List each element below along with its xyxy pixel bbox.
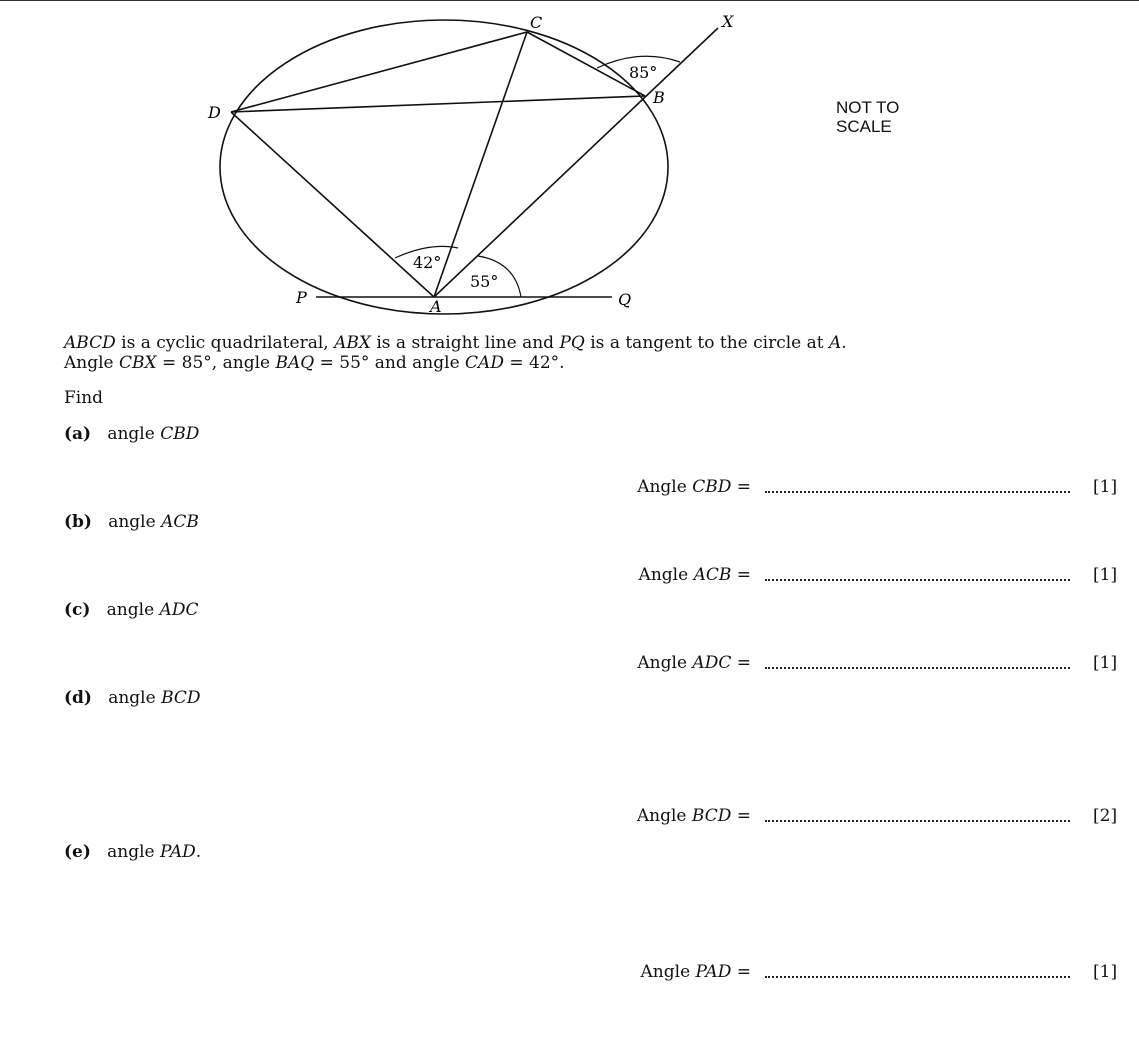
part-e-answer-row	[0, 962, 1139, 984]
answer-line[interactable]	[765, 491, 1070, 493]
prompt-var: BCD	[161, 688, 201, 708]
part-c-answer-row	[0, 653, 1139, 675]
stem-text: is a tangent to the circle at	[584, 333, 829, 353]
prompt-text: angle	[107, 842, 160, 862]
part-e-prompt	[64, 842, 201, 862]
point-label-b: B	[653, 88, 665, 107]
stem-var: ABCD	[64, 333, 116, 353]
answer-text: Angle	[638, 565, 694, 585]
answer-label	[641, 962, 751, 982]
answer-line[interactable]	[765, 579, 1070, 581]
prompt-var: ADC	[159, 600, 199, 620]
marks: [1]	[1093, 477, 1118, 497]
marks: [1]	[1093, 962, 1118, 982]
chord-db	[231, 96, 645, 112]
answer-text: =	[731, 962, 751, 982]
answer-text: Angle	[637, 477, 693, 497]
answer-text: =	[731, 477, 751, 497]
line-abx	[434, 28, 718, 297]
stem-text: Angle	[64, 353, 120, 373]
prompt-text: .	[195, 842, 202, 862]
answer-text: =	[731, 653, 751, 673]
part-d-prompt	[64, 688, 201, 708]
answer-var: ADC	[692, 653, 732, 673]
chord-ac	[434, 32, 527, 297]
answer-text: =	[731, 565, 751, 585]
stem-var: CBX	[119, 353, 157, 373]
answer-label	[637, 477, 751, 497]
cyclic-quadrilateral-diagram	[0, 0, 1139, 320]
answer-label	[637, 806, 751, 826]
not-to-scale-line1: NOT TO	[836, 98, 900, 117]
answer-var: CBD	[692, 477, 732, 497]
marks: [2]	[1093, 806, 1118, 826]
answer-text: Angle	[640, 962, 696, 982]
point-label-p: P	[296, 288, 307, 307]
stem-text: .	[841, 333, 847, 353]
not-to-scale-note	[836, 98, 899, 136]
point-label-q: Q	[618, 290, 632, 309]
stem-var: PQ	[559, 333, 585, 353]
stem-text: = 55° and angle	[314, 353, 466, 373]
prompt-text: angle	[108, 512, 162, 532]
prompt-var: PAD	[160, 842, 196, 862]
part-d-answer-row	[0, 806, 1139, 828]
stem-var: A	[829, 333, 842, 353]
prompt-text: angle	[108, 688, 162, 708]
stem-var: BAQ	[275, 353, 315, 373]
part-a-prompt	[64, 424, 199, 444]
prompt-text: angle	[106, 600, 160, 620]
part-c-prompt	[64, 600, 198, 620]
answer-line[interactable]	[765, 820, 1070, 822]
answer-text: Angle	[636, 806, 692, 826]
marks: [1]	[1093, 653, 1118, 673]
answer-label	[637, 653, 751, 673]
prompt-text: angle	[107, 424, 161, 444]
stem-text: = 42°.	[503, 353, 565, 373]
chord-cb	[527, 32, 645, 96]
answer-text: Angle	[637, 653, 693, 673]
question-stem-line2	[64, 353, 565, 373]
part-b-answer-row	[0, 565, 1139, 587]
stem-var: CAD	[465, 353, 504, 373]
stem-var: ABX	[334, 333, 371, 353]
stem-text: is a straight line and	[370, 333, 560, 353]
part-label: (b)	[64, 512, 92, 532]
chord-dc	[231, 32, 527, 112]
angle-label-cbx: 85°	[629, 63, 658, 82]
answer-var: ACB	[693, 565, 732, 585]
find-label: Find	[64, 388, 104, 408]
angle-label-cad: 42°	[413, 253, 442, 272]
part-label: (c)	[64, 600, 91, 620]
prompt-var: CBD	[160, 424, 200, 444]
point-label-a: A	[430, 297, 442, 316]
not-to-scale-line2: SCALE	[836, 117, 892, 136]
question-stem-line1	[64, 333, 847, 353]
answer-var: BCD	[691, 806, 732, 826]
stem-text: = 85°, angle	[156, 353, 276, 373]
part-label: (d)	[64, 688, 92, 708]
point-label-d: D	[208, 103, 221, 122]
part-a-answer-row	[0, 477, 1139, 499]
answer-line[interactable]	[765, 976, 1070, 978]
point-label-c: C	[530, 13, 543, 32]
point-label-x: X	[722, 12, 734, 31]
marks: [1]	[1093, 565, 1118, 585]
part-b-prompt	[64, 512, 199, 532]
answer-var: PAD	[695, 962, 732, 982]
answer-label	[639, 565, 751, 585]
prompt-var: ACB	[161, 512, 199, 532]
angle-label-baq: 55°	[470, 272, 499, 291]
answer-text: =	[731, 806, 751, 826]
part-label: (e)	[64, 842, 91, 862]
chord-ad	[231, 112, 434, 297]
answer-line[interactable]	[765, 667, 1070, 669]
part-label: (a)	[64, 424, 92, 444]
stem-text: is a cyclic quadrilateral,	[115, 333, 335, 353]
